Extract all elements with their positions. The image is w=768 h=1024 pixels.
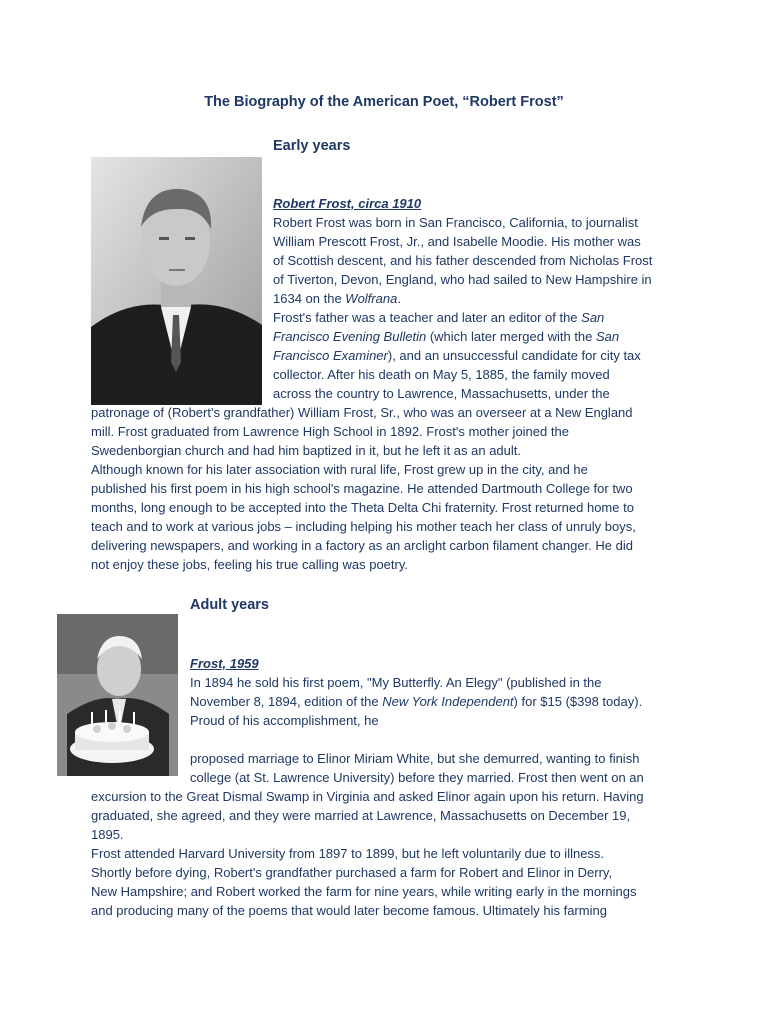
- robert-frost-1959-photo: [57, 614, 178, 776]
- text-segment: Although known for his later association with rural life, Frost grew up in the city, and he: [91, 462, 588, 477]
- text-line: [91, 403, 633, 422]
- text-segment: November 8, 1894, edition of the: [190, 694, 383, 709]
- photo-caption-1959: Frost, 1959: [190, 656, 259, 671]
- text-segment: Robert Frost was born in San Francisco, California, to journalist: [273, 215, 638, 230]
- text-line: [273, 289, 401, 308]
- text-line: [91, 422, 569, 441]
- text-segment: 1895.: [91, 827, 124, 842]
- text-line: [273, 251, 652, 270]
- text-line: [273, 346, 641, 365]
- text-segment: across the country to Lawrence, Massachusetts, under the: [273, 386, 610, 401]
- text-segment: William Prescott Frost, Jr., and Isabelle Moodie. His mother was: [273, 234, 641, 249]
- text-line: [190, 711, 379, 730]
- text-line: [190, 692, 642, 711]
- text-line: [273, 213, 638, 232]
- text-segment: delivering newspapers, and working in a factory as an arclight carbon filament changer. He did: [91, 538, 633, 553]
- text-line: [91, 536, 633, 555]
- text-segment: (which later merged with the: [426, 329, 596, 344]
- text-line: [91, 498, 634, 517]
- text-segment: teach and to work at various jobs – including helping his mother teach her class of unruly boys,: [91, 519, 636, 534]
- text-segment: collector. After his death on May 5, 1885, the family moved: [273, 367, 610, 382]
- text-segment: proposed marriage to Elinor Miriam White, but she demurred, wanting to finish: [190, 751, 640, 766]
- text-line: [91, 806, 630, 825]
- text-segment: ) for $15 ($398 today).: [513, 694, 643, 709]
- text-line: [273, 308, 604, 327]
- text-segment: Shortly before dying, Robert's grandfather purchased a farm for Robert and Elinor in Derry,: [91, 865, 613, 880]
- text-line: [91, 825, 124, 844]
- text-segment: not enjoy these jobs, feeling his true calling was poetry.: [91, 557, 408, 572]
- photo-caption-1910: Robert Frost, circa 1910: [273, 196, 422, 211]
- text-segment: Proud of his accomplishment, he: [190, 713, 379, 728]
- text-line: [273, 327, 619, 346]
- italic-text: Francisco Evening Bulletin: [273, 329, 427, 344]
- text-segment: published his first poem in his high school's magazine. He attended Dartmouth College for two: [91, 481, 633, 496]
- text-line: [91, 460, 588, 479]
- italic-text: New York Independent: [382, 694, 514, 709]
- text-segment: and producing many of the poems that would later become famous. Ultimately his farming: [91, 903, 607, 918]
- text-line: [91, 901, 607, 920]
- text-segment: months, long enough to be accepted into the Theta Delta Chi fraternity. Frost returned home to: [91, 500, 634, 515]
- text-line: [91, 555, 408, 574]
- text-line: [91, 441, 521, 460]
- text-segment: Frost's father was a teacher and later an editor of the: [273, 310, 582, 325]
- page-title: The Biography of the American Poet, “Robert Frost”: [204, 94, 564, 110]
- italic-text: San: [581, 310, 605, 325]
- text-line: [91, 863, 612, 882]
- text-line: [190, 768, 644, 787]
- text-segment: graduated, she agreed, and they were married at Lawrence, Massachusetts on December 19,: [91, 808, 631, 823]
- text-line: [273, 384, 610, 403]
- text-segment: In 1894 he sold his first poem, "My Butterfly. An Elegy" (published in the: [190, 675, 602, 690]
- text-segment: of Tiverton, Devon, England, who had sailed to New Hampshire in: [273, 272, 652, 287]
- section-heading-adult-years: Adult years: [190, 597, 269, 613]
- text-segment: ), and an unsuccessful candidate for city tax: [387, 348, 641, 363]
- text-line: [190, 749, 639, 768]
- text-segment: college (at St. Lawrence University) before they married. Frost then went on an: [190, 770, 644, 785]
- text-line: [273, 270, 652, 289]
- text-line: [91, 882, 637, 901]
- text-line: [91, 479, 633, 498]
- text-segment: .: [397, 291, 401, 306]
- text-line: [190, 673, 601, 692]
- text-line: [273, 365, 610, 384]
- text-line: [91, 844, 604, 863]
- text-segment: Frost attended Harvard University from 1897 to 1899, but he left voluntarily due to illness.: [91, 846, 605, 861]
- text-segment: mill. Frost graduated from Lawrence High School in 1892. Frost's mother joined the: [91, 424, 569, 439]
- text-segment: excursion to the Great Dismal Swamp in Virginia and asked Elinor again upon his return. Having: [91, 789, 644, 804]
- text-segment: Swedenborgian church and had him baptized in it, but he left it as an adult.: [91, 443, 522, 458]
- text-segment: 1634 on the: [273, 291, 346, 306]
- text-line: [273, 232, 641, 251]
- section-heading-early-years: Early years: [273, 138, 351, 154]
- text-segment: of Scottish descent, and his father descended from Nicholas Frost: [273, 253, 653, 268]
- text-segment: New Hampshire; and Robert worked the farm for nine years, while writing early in the mornings: [91, 884, 637, 899]
- text-segment: patronage of (Robert's grandfather) William Frost, Sr., who was an overseer at a New England: [91, 405, 633, 420]
- italic-text: Wolfrana: [345, 291, 398, 306]
- italic-text: San: [596, 329, 620, 344]
- robert-frost-1910-photo: [91, 157, 262, 405]
- italic-text: Francisco Examiner: [273, 348, 388, 363]
- text-line: [91, 517, 636, 536]
- text-line: [91, 787, 644, 806]
